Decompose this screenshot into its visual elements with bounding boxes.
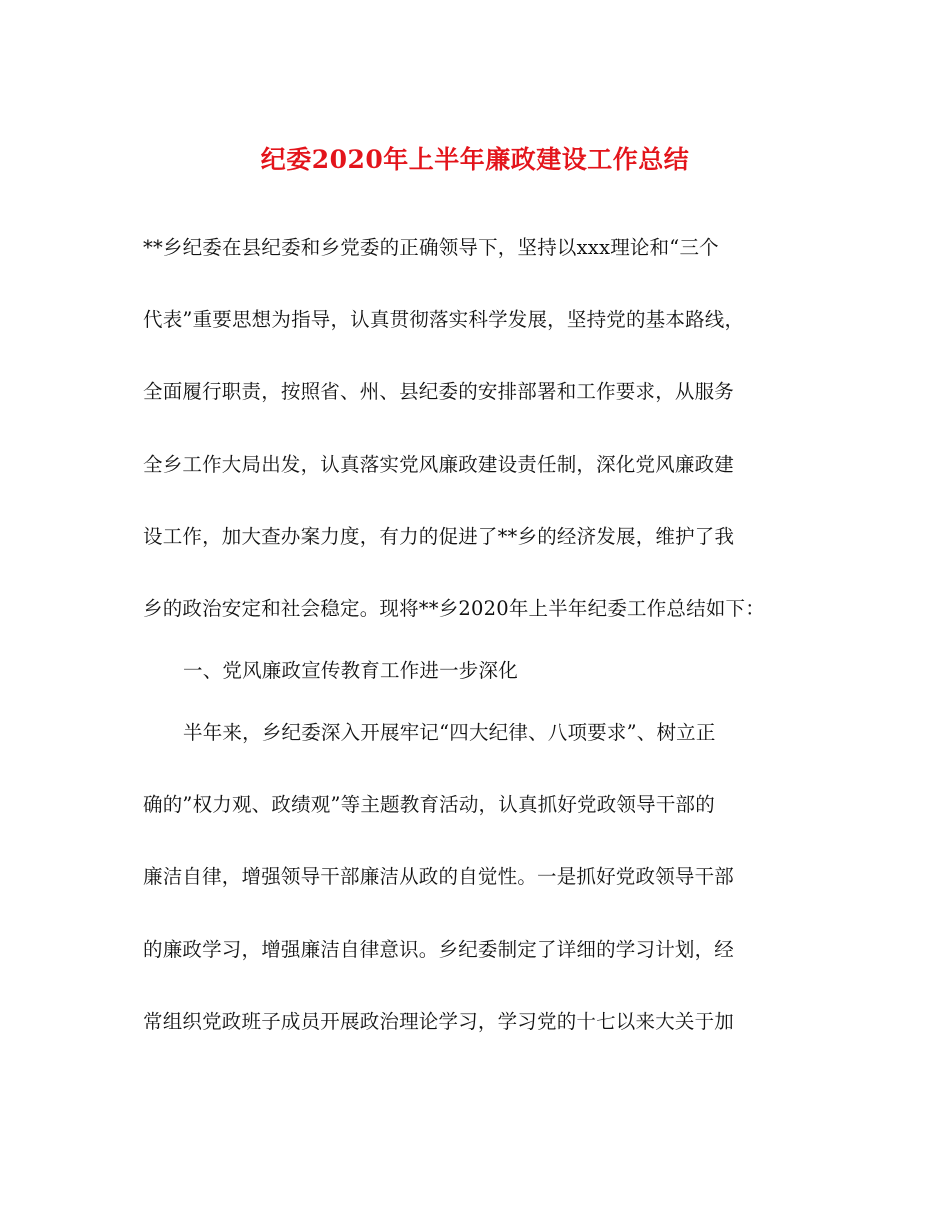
paragraph-line: 代表”重要思想为指导，认真贯彻落实科学发展，坚持党的基本路线，: [143, 308, 745, 331]
paragraph-line: 确的”权力观、政绩观”等主题教育活动，认真抓好党政领导干部的: [143, 793, 715, 816]
paragraph-line: **乡纪委在县纪委和乡党委的正确领导下，坚持以xxx理论和“三个: [143, 236, 719, 259]
paragraph-line: 乡的政治安定和社会稳定。现将**乡2020年上半年纪委工作总结如下：: [143, 597, 765, 620]
paragraph-line: 半年来，乡纪委深入开展牢记“四大纪律、八项要求”、树立正: [183, 721, 716, 744]
paragraph-line: 设工作，加大查办案力度，有力的促进了**乡的经济发展，维护了我: [143, 525, 735, 548]
paragraph-line: 廉洁自律，增强领导干部廉洁从政的自觉性。一是抓好党政领导干部: [143, 865, 735, 888]
document-title: 纪委2020年上半年廉政建设工作总结: [260, 145, 690, 174]
paragraph-line: 的廉政学习，增强廉洁自律意识。乡纪委制定了详细的学习计划，经: [143, 938, 735, 961]
paragraph-line: 全面履行职责，按照省、州、县纪委的安排部署和工作要求，从服务: [143, 380, 735, 403]
section-heading: 一、党风廉政宣传教育工作进一步深化: [183, 659, 518, 682]
paragraph-line: 常组织党政班子成员开展政治理论学习，学习党的十七以来大关于加: [143, 1010, 735, 1033]
paragraph-line: 全乡工作大局出发，认真落实党风廉政建设责任制，深化党风廉政建: [143, 453, 735, 476]
